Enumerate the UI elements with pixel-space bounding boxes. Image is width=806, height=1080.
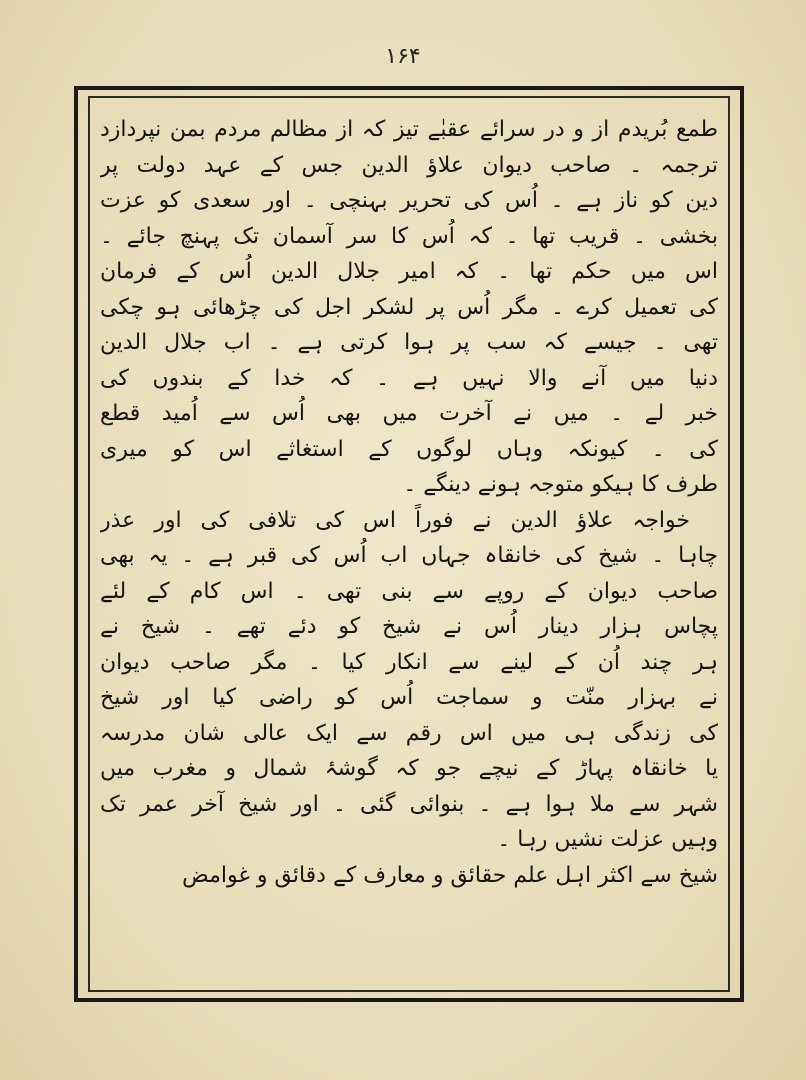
text-line: یا خانقاہ پہاڑ کے نیچے جو کہ گوشۂ شمال و مغرب میں	[100, 756, 718, 781]
page-number: ۱۶۴	[385, 44, 421, 69]
text-line: دین کو ناز ہے ۔ اُس کی تحریر بہنچی ۔ اور سعدی کو عزت	[100, 188, 718, 213]
text-line: دنیا میں آنے والا نہیں ہے ۔ کہ خدا کے بندوں کی	[100, 365, 718, 391]
text-line: کی ۔ کیونکہ وہاں لوگوں کے استغاثے اس کو میری	[100, 436, 718, 462]
text-line: شیخ سے اکثر اہل علم حقائق و معارف کے دقائق و غوامض	[182, 862, 718, 888]
text-line: شہر سے ملا ہوا ہے ۔ بنوائی گئی ۔ اور شیخ آخر عمر تک	[100, 791, 718, 817]
text-line: طمع بُریدم از و در سرائے عقبٰے تیز کہ از مظالم مردم بمن نپردازد	[100, 117, 718, 142]
text-line: کی زندگی ہی میں اس رقم سے ایک عالی شان مدرسہ	[100, 720, 718, 746]
text-line: ہر چند اُن کے لینے سے انکار کیا ۔ مگر صاحب دیوان	[100, 649, 718, 675]
text-line: ترجمہ ۔ صاحب دیوان علاؤ الدین جس کے عہد دولت پر	[100, 152, 718, 178]
text-line: اس میں حکم تھا ۔ کہ امیر جلال الدین اُس کے فرمان	[100, 259, 718, 284]
text-line: نے بہزار منّت و سماجت اُس کو راضی کیا اور شیخ	[100, 685, 718, 710]
text-line: بخشی ۔ قریب تھا ۔ کہ اُس کا سر آسمان تک پہنچ جائے ۔	[100, 223, 718, 249]
text-line: پچاس ہزار دینار اُس نے شیخ کو دئے تھے ۔ شیخ نے	[100, 614, 718, 639]
text-line: طرف کا ہیکو متوجہ ہونے دینگے ۔	[403, 472, 718, 497]
text-line: وہیں عزلت نشیں رہا ۔	[497, 827, 718, 852]
text-line: تھی ۔ جیسے کہ سب پر ہوا کرتی ہے ۔ اب جلال الدین	[100, 330, 718, 355]
text-line: کی تعمیل کرے ۔ مگر اُس پر لشکر اجل کی چڑھائی ہو چکی	[100, 294, 718, 320]
text-line: چاہا ۔ شیخ کی خانقاہ جہاں اب اُس کی قبر ہے ۔ یہ بھی	[100, 543, 718, 568]
text-line: خبر لے ۔ میں نے آخرت میں بھی اُس سے اُمید قطع	[100, 401, 718, 426]
body-text	[100, 112, 718, 982]
text-line: صاحب دیوان کے روپے سے بنی تھی ۔ اس کام کے لئے	[100, 578, 718, 604]
text-line: خواجہ علاؤ الدین نے فوراً اس کی تلافی کی اور عذر	[100, 507, 690, 533]
